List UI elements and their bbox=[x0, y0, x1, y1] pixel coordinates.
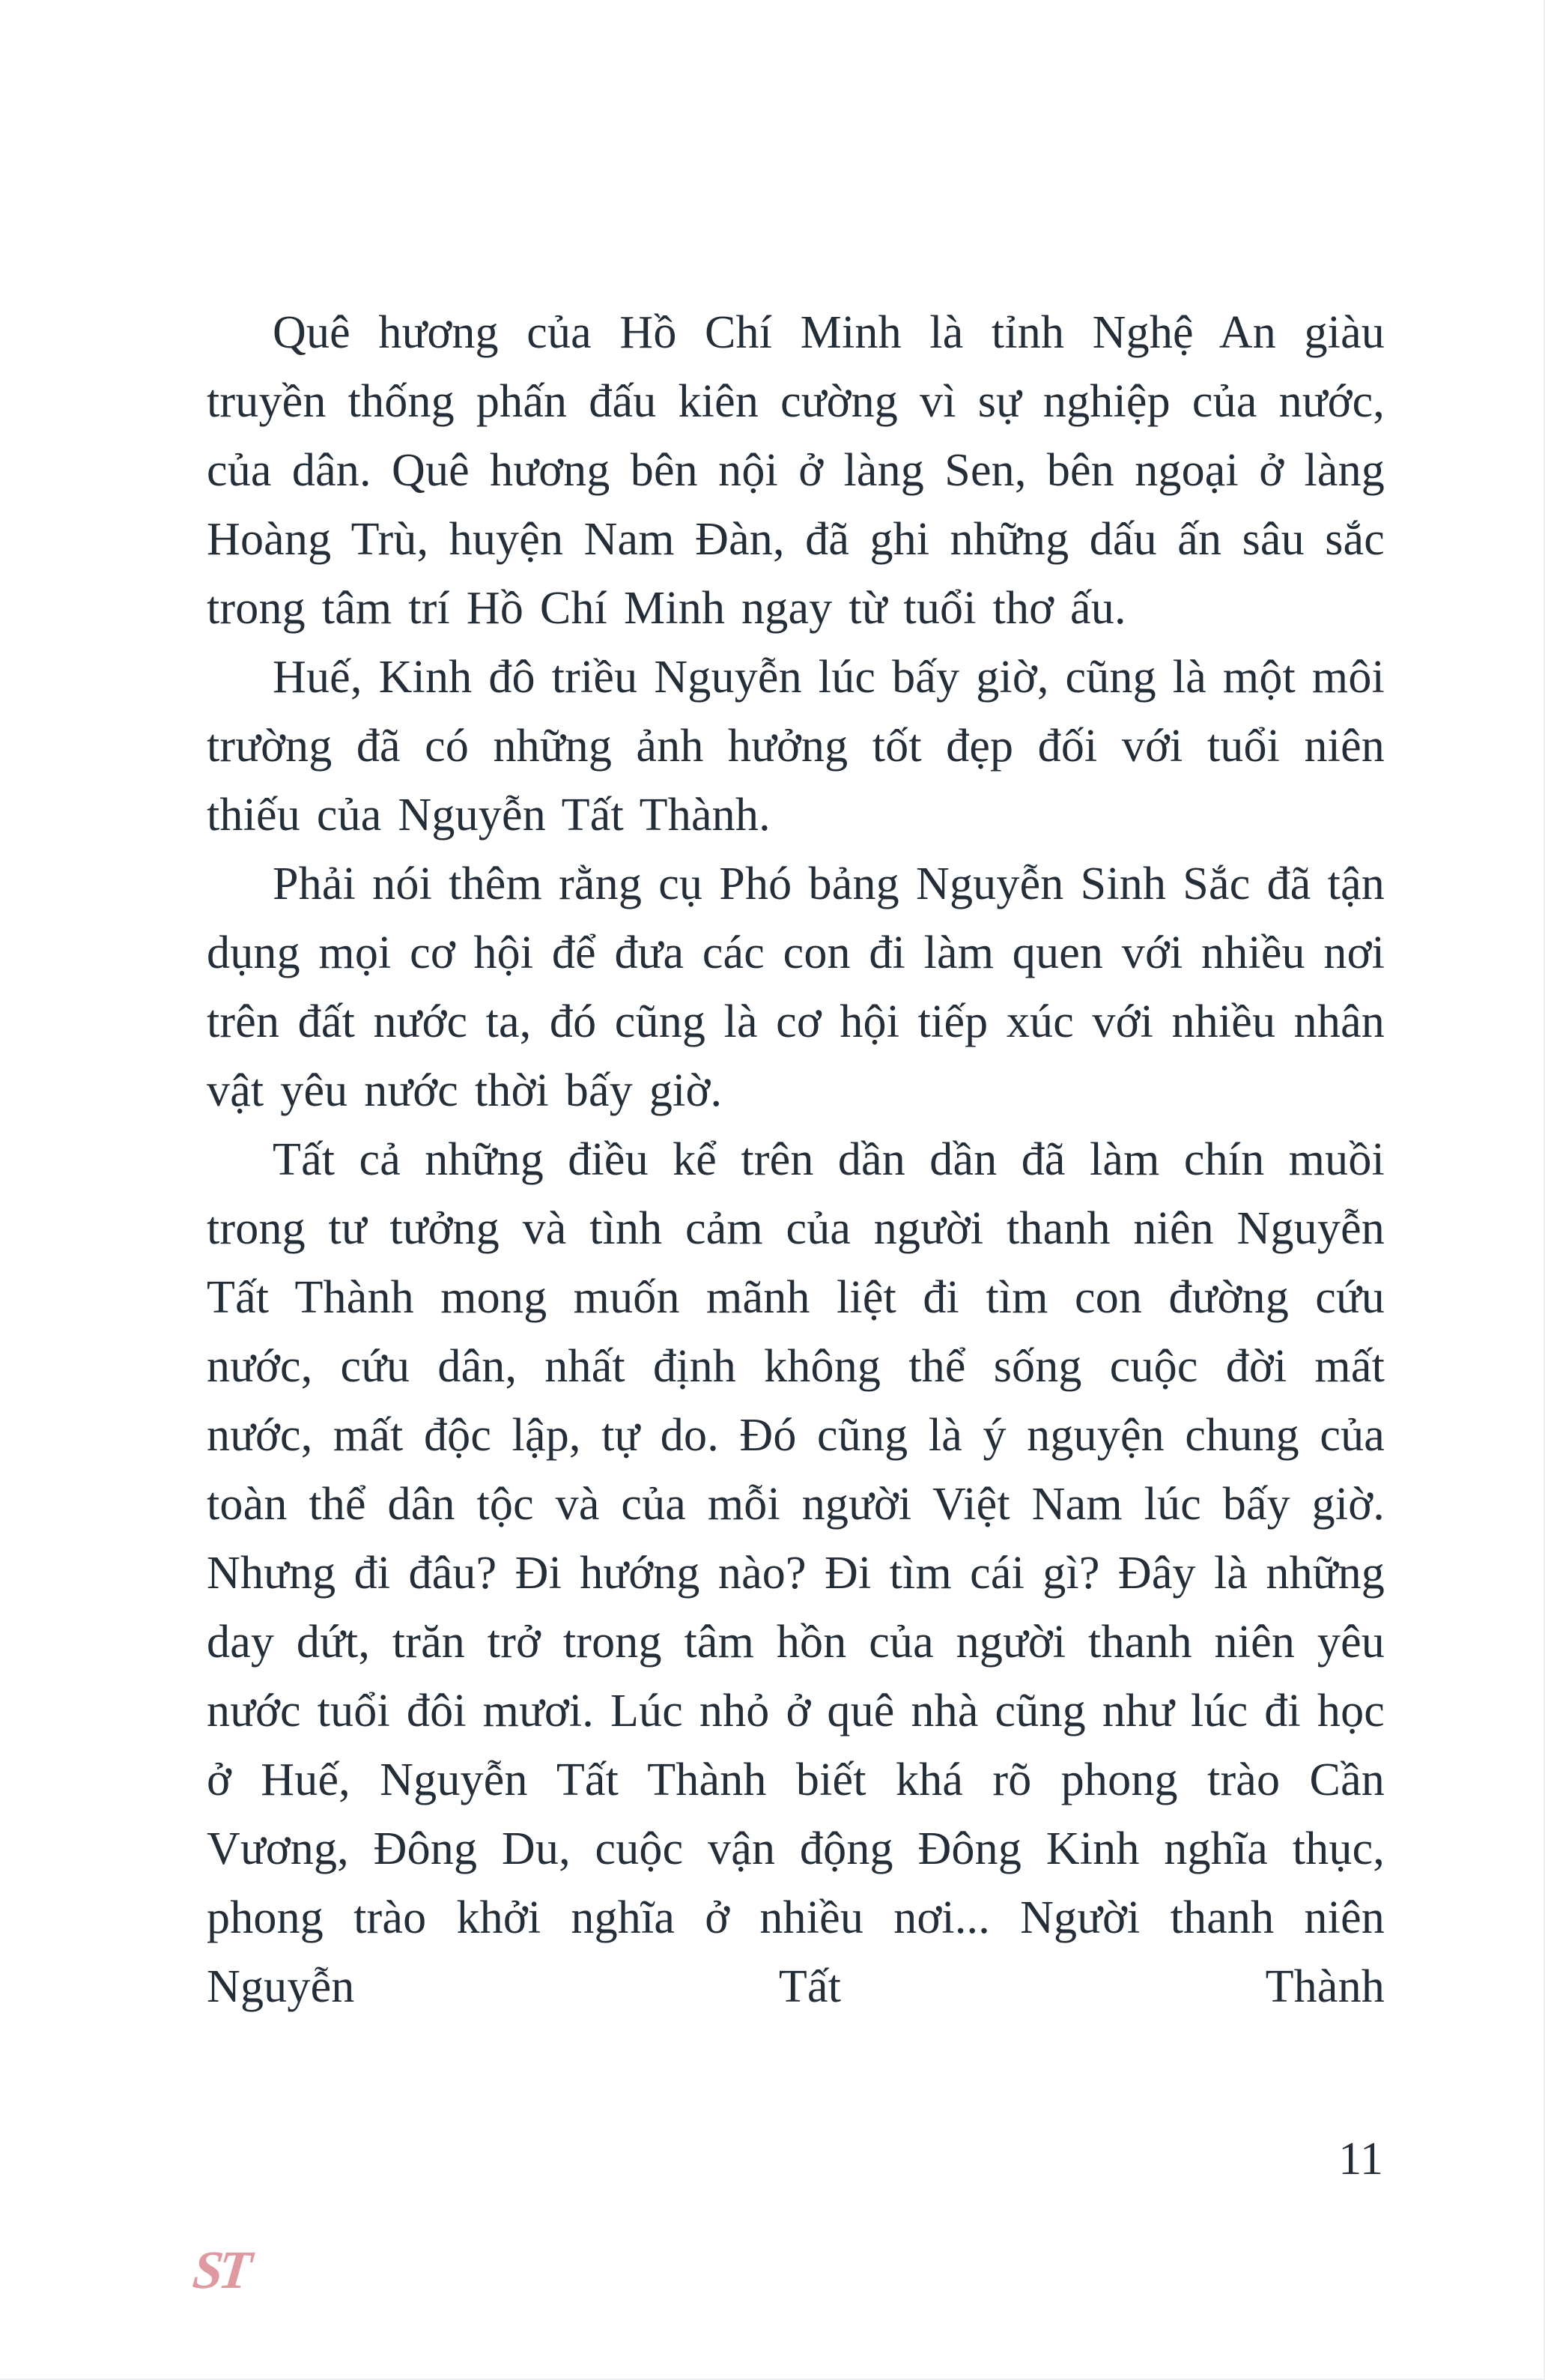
paragraph-3: Phải nói thêm rằng cụ Phó bảng Nguyễn Sinh Sắc đã tận dụng mọi cơ hội để đưa các con đi làm quen với nhiều nơi trên đất nước ta, đó cũng là cơ hội tiếp xúc với nhiều nhân vật yêu nước thời bấy giờ. bbox=[207, 859, 1385, 1116]
page-number: 11 bbox=[1338, 2134, 1383, 2184]
paragraph-2: Huế, Kinh đô triều Nguyễn lúc bấy giờ, cũng là một môi trường đã có những ảnh hưởng tốt đẹp đối với tuổi niên thiếu của Nguyễn Tất Thành. bbox=[207, 652, 1385, 841]
paragraph-4: Tất cả những điều kể trên dần dần đã làm chín muồi trong tư tưởng và tình cảm của người thanh niên Nguyễn Tất Thành mong muốn mãnh liệt đi tìm con đường cứu nước, cứu dân, nhất định không thể sống cuộc đời mất nước, mất độc lập, tự do. Đó cũng là ý nguyện chung của toàn thể dân tộc và của mỗi người Việt Nam lúc bấy giờ. Nhưng đi đâu? Đi hướng nào? Đi tìm cái gì? Đây là những day dứt, trăn trở trong tâm hồn của người thanh niên yêu nước tuổi đôi mươi. Lúc nhỏ ở quê nhà cũng như lúc đi học ở Huế, Nguyễn Tất Thành biết khá rõ phong trào Cần Vương, Đông Du, cuộc vận động Đông Kinh nghĩa thục, phong trào khởi nghĩa ở nhiều nơi... Người thanh niên Nguyễn Tất Thành bbox=[207, 1134, 1385, 2012]
body-text bbox=[207, 298, 1385, 2021]
paragraph-1: Quê hương của Hồ Chí Minh là tỉnh Nghệ An giàu truyền thống phấn đấu kiên cường vì sự nghiệp của nước, của dân. Quê hương bên nội ở làng Sen, bên ngoại ở làng Hoàng Trù, huyện Nam Đàn, đã ghi những dấu ấn sâu sắc trong tâm trí Hồ Chí Minh ngay từ tuổi thơ ấu. bbox=[207, 307, 1385, 634]
publisher-logo: ST bbox=[189, 2240, 251, 2300]
